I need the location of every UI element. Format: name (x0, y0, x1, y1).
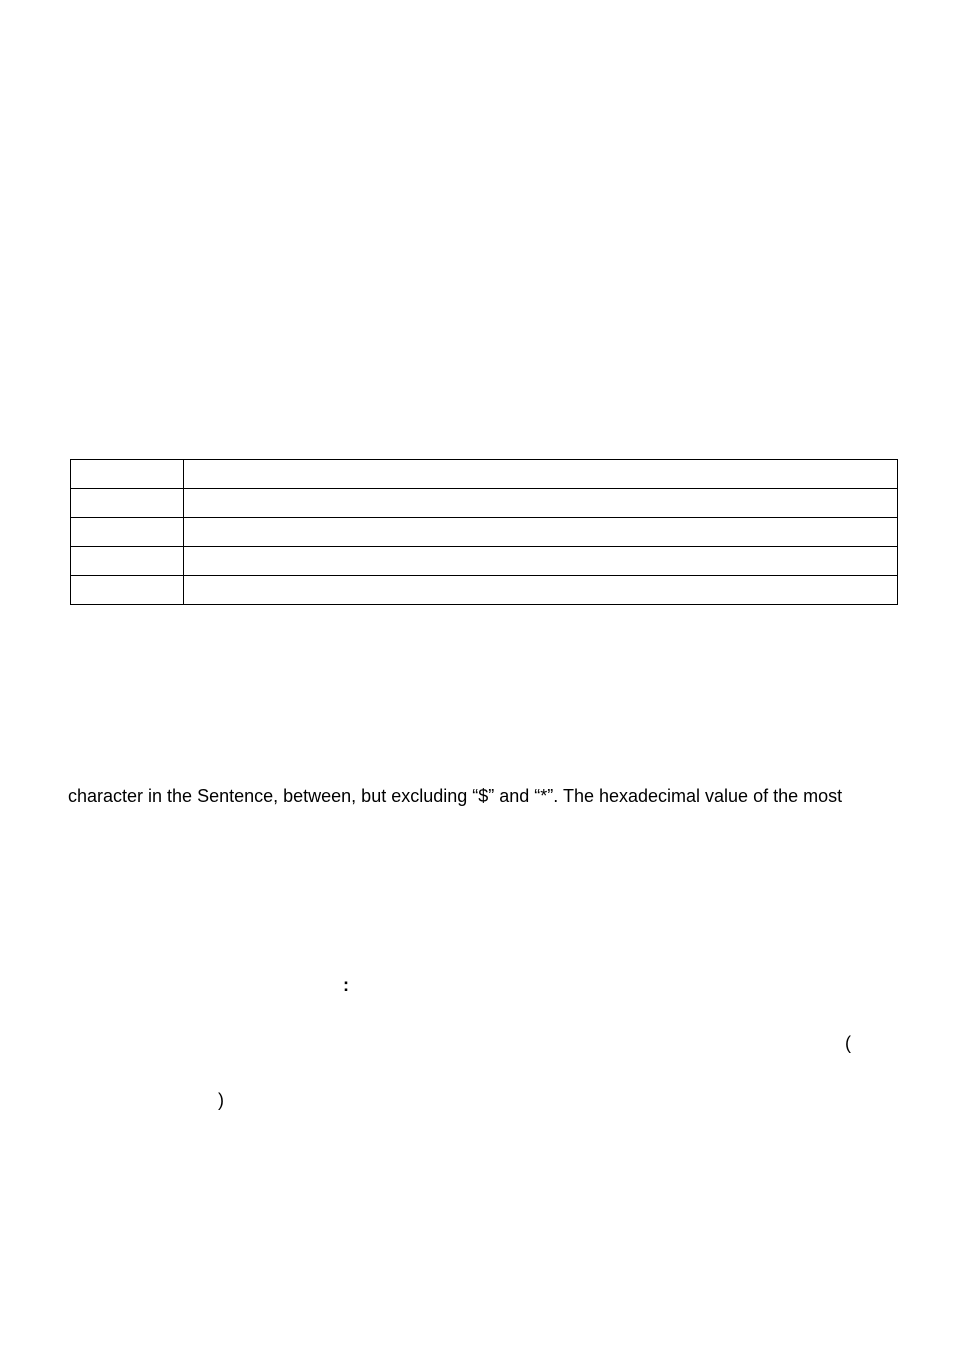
table-row (71, 489, 898, 518)
table-row (71, 518, 898, 547)
open-paren-fragment: ( (845, 1033, 851, 1053)
data-table (70, 459, 898, 605)
table-row (71, 460, 898, 489)
table-cell (71, 547, 184, 576)
table-cell (184, 547, 898, 576)
colon-fragment: : (343, 975, 349, 995)
table-cell (184, 489, 898, 518)
table-cell (71, 489, 184, 518)
table-cell (71, 460, 184, 489)
close-paren-fragment: ) (218, 1090, 224, 1110)
body-text-line: character in the Sentence, between, but excluding “$” and “*”. The hexadecimal value of the most (68, 786, 843, 806)
table-cell (184, 576, 898, 605)
table-cell (184, 460, 898, 489)
table-row (71, 576, 898, 605)
table-cell (184, 518, 898, 547)
table-cell (71, 576, 184, 605)
table-row (71, 547, 898, 576)
table-cell (71, 518, 184, 547)
